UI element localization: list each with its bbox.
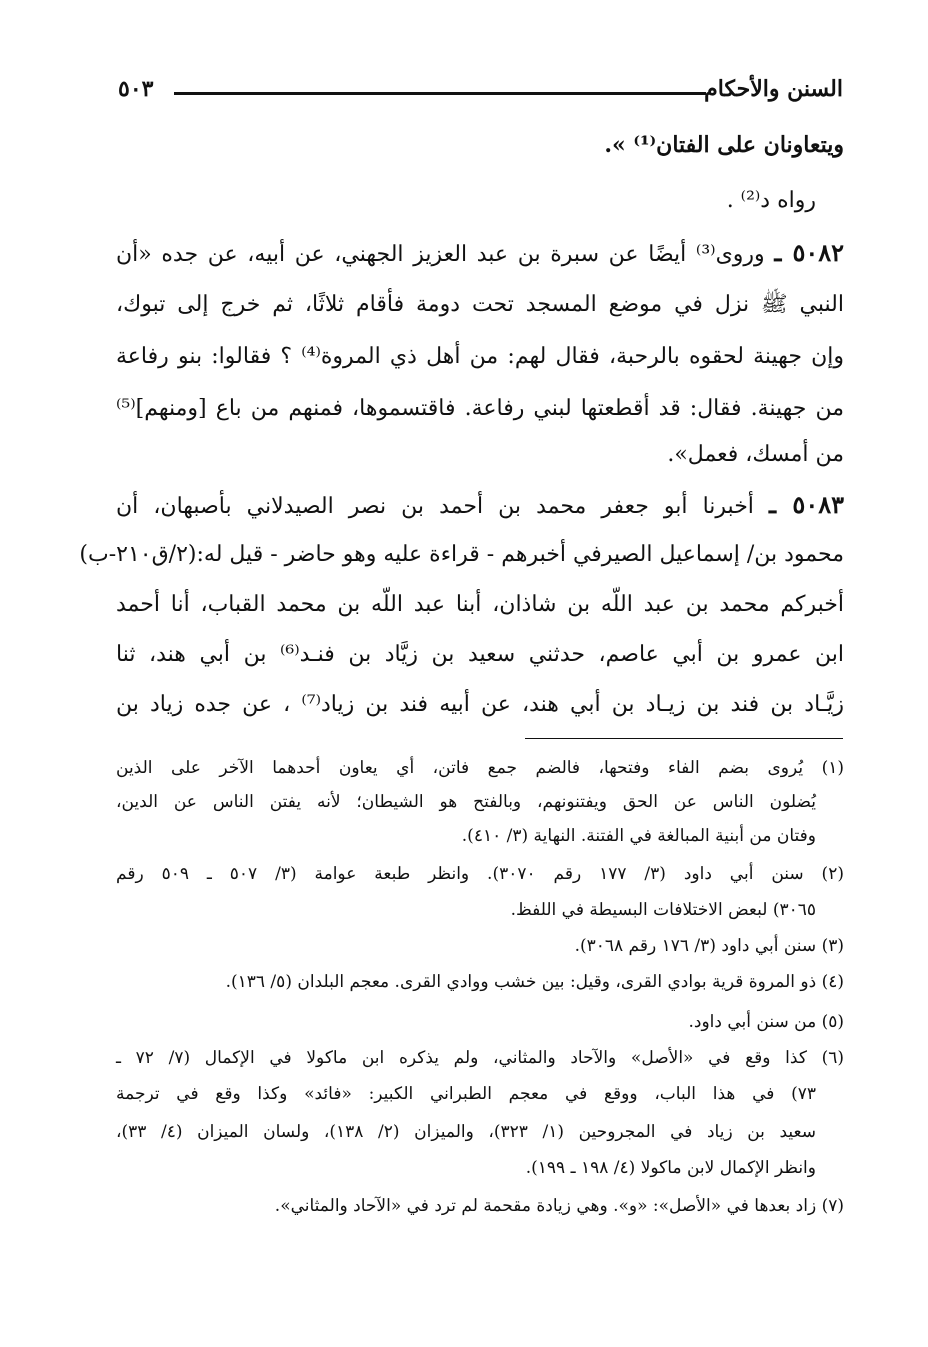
- body-line: محمود بن/ إسماعيل الصيرفي أخبرهم - قراءة عليه وهو حاضر - قيل له:(٢/ق٢١٠-ب): [79, 542, 844, 567]
- body-line: أخبرنا أبو جعفر محمد بن أحمد بن نصر الصيدلاني بأصبهان، أن: [116, 494, 754, 519]
- footnote-line: سعيد بن زياد في المجروحين (١/ ٣٢٣)، والميزان (٢/ ١٣٨)، ولسان الميزان (٤/ ٣٣)،: [116, 1122, 816, 1142]
- footnote-line: وانظر الإكمال لابن ماكولا (٤/ ١٩٨ ـ ١٩٩).: [525, 1158, 816, 1178]
- body-line: أخبركم محمد بن عبد اللّه بن شاذان، أبنا عبد اللّه بن محمد القباب، أنا أحمد: [116, 592, 844, 617]
- body-line: رواه د⁽²⁾ .: [726, 188, 816, 213]
- body-line: من جهينة. فقال: قد أقطعتها لبني رفاعة. فاقتسموها، فمنهم من باع [ومنهم]⁽⁵⁾: [116, 396, 844, 421]
- footnote-line: ٣٠٦٥) لبعض الاختلافات البسيطة في اللفظ.: [510, 900, 816, 920]
- footnote-line: (٣) سنن أبي داود (٣/ ١٧٦ رقم ٣٠٦٨).: [574, 936, 844, 956]
- footnote-line: (٦) كذا وقع في «الأصل» والآحاد والمثاني، ولم يذكره ابن ماكولا في الإكمال (٧/ ٧٢ ـ: [116, 1048, 845, 1068]
- hadith-5082-first-line: [116, 238, 844, 270]
- body-line: وإن جهينة لحقوه بالرحبة، فقال لهم: من أهل ذي المروة⁽⁴⁾ ؟ فقالوا: بنو رفاعة: [116, 344, 845, 369]
- footnote-line: يُضلون الناس عن الحق ويفتنونهم، وبالفتح هو الشيطان؛ لأنه يفتن الناس عن الدين،: [116, 792, 816, 812]
- footnote-line: (١) يُروى بضم الفاء وفتحها، فالضم جمع فاتن، أي يعاون أحدهما الآخر على الذين: [116, 758, 844, 778]
- header-rule: [174, 92, 706, 95]
- page-header: [118, 76, 843, 116]
- hadith-number: ٥٠٨٢ ـ: [774, 238, 844, 267]
- body-line: من أمسك، فعمل».: [667, 442, 844, 467]
- footnote-line: (٥) من سنن أبي داود.: [688, 1012, 844, 1032]
- footnote-line: (٧) زاد بعدها في «الأصل»: «و». وهي زيادة مقحمة لم ترد في «الآحاد والمثاني».: [274, 1196, 844, 1216]
- body-line: ابن عمرو بن أبي عاصم، حدثني سعيد بن زيَّاد بن فنـد⁽⁶⁾ بن أبي هند، ثنا: [116, 642, 844, 667]
- body-line: ويتعاونان على الفتان⁽¹⁾ ».: [604, 132, 844, 158]
- hadith-5083-first-line: [116, 490, 844, 522]
- footnote-separator: [525, 738, 843, 739]
- body-line: زيَّـاد بن فند بن زيـاد بن أبي هند، عن أبيه فند بن زياد⁽⁷⁾ ، عن جده زياد بن: [116, 692, 844, 717]
- footnote-line: (٢) سنن أبي داود (٣/ ١٧٧ رقم ٣٠٧٠). وانظر طبعة عوامة (٣/ ٥٠٧ ـ ٥٠٩ رقم: [116, 864, 844, 884]
- running-title: السنن والأحكام: [704, 76, 843, 102]
- hadith-number: ٥٠٨٣ ـ: [768, 490, 844, 519]
- footnote-line: وفتان من أبنية المبالغة في الفتنة. النهاية (٣/ ٤١٠).: [461, 826, 816, 846]
- body-line: النبي ﷺ نزل في موضع المسجد تحت دومة فأقام ثلاثًا، ثم خرج إلى تبوك،: [116, 292, 844, 317]
- footnote-line: (٤) ذو المروة قرية بوادي القرى، وقيل: بين خشب ووادي القرى. معجم البلدان (٥/ ١٣٦).: [225, 972, 844, 992]
- footnote-line: ٧٣) في هذا الباب، ووقع في معجم الطبراني الكبير: «فائد» وكذا وقع في ترجمة: [116, 1084, 816, 1104]
- body-line: وروى⁽³⁾ أيضًا عن سبرة بن عبد العزيز الجهني، عن أبيه، عن جده «أن: [116, 242, 765, 267]
- page-number: ٥٠٣: [118, 76, 154, 102]
